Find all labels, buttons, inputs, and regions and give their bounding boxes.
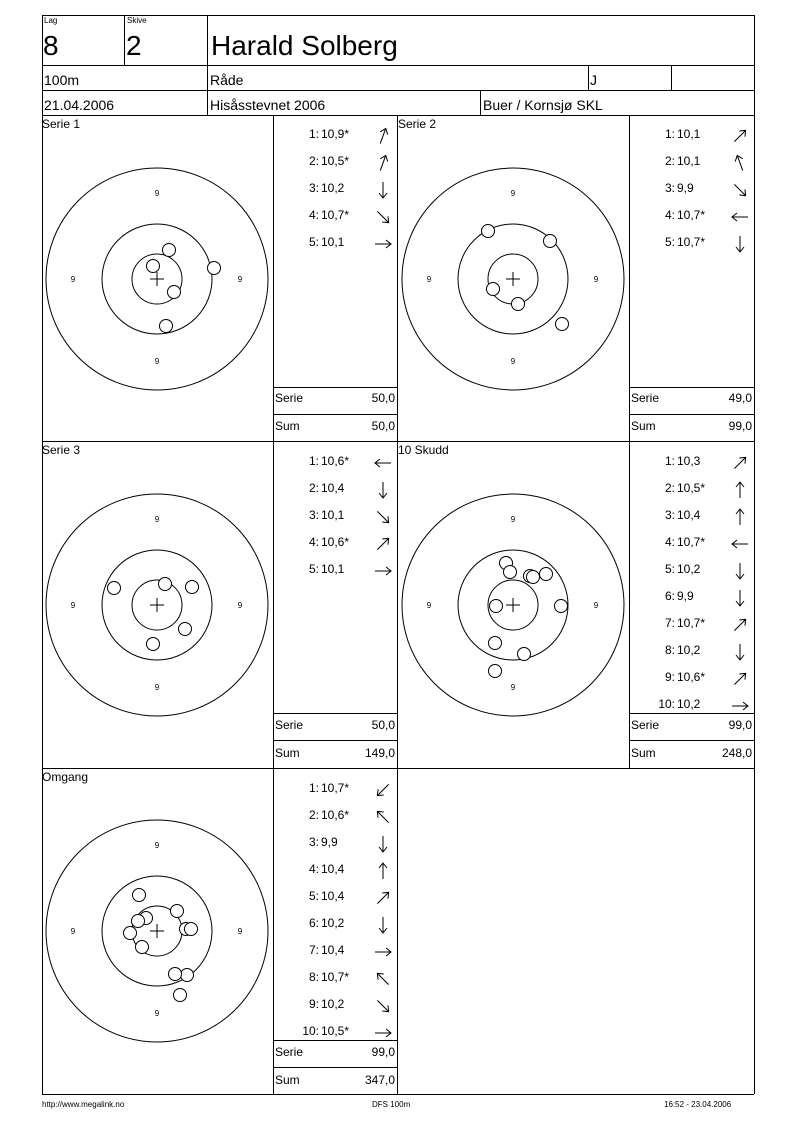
shot-number: 5:: [308, 889, 319, 903]
shot-number: 2:: [664, 481, 675, 495]
shot-row: [629, 671, 754, 687]
shot-value: 10,4: [321, 481, 345, 495]
shot-row: [273, 209, 397, 225]
shot-hole: [171, 905, 184, 918]
shot-row: [273, 836, 397, 852]
date: 21.04.2006: [44, 97, 115, 113]
direction-arrow-icon: [373, 234, 393, 254]
ring-label: 9: [237, 927, 243, 936]
serie-value: 50,0: [371, 718, 395, 732]
direction-arrow-icon: [373, 153, 393, 173]
shot-hole: [140, 912, 153, 925]
shot-number: 5:: [664, 235, 675, 249]
shot-value: 10,1: [321, 562, 345, 576]
ring-outer: [46, 494, 268, 716]
club: Råde: [210, 72, 244, 88]
shot-row: [629, 482, 754, 498]
serie-label: Serie: [631, 718, 660, 732]
footer-program: DFS 100m: [372, 1100, 411, 1109]
shot-row: [629, 182, 754, 198]
shot-hole: [179, 623, 192, 636]
shot-value: 9,9: [321, 835, 338, 849]
serie-label: Serie: [275, 718, 304, 732]
shot-value: 10,1: [321, 235, 345, 249]
shot-number: 4:: [308, 862, 319, 876]
shot-number: 7:: [308, 943, 319, 957]
shot-number: 4:: [664, 208, 675, 222]
shot-hole: [489, 637, 502, 650]
lag-value: 8: [43, 30, 59, 61]
shot-value: 10,2: [677, 562, 701, 576]
shot-row: [273, 998, 397, 1014]
direction-arrow-icon: [730, 480, 750, 500]
shot-value: 9,9: [677, 589, 694, 603]
shot-row: [273, 563, 397, 579]
shot-number: 3:: [664, 508, 675, 522]
ring-middle: [102, 224, 212, 334]
shot-value: 10,5*: [677, 481, 706, 495]
ring-label: 9: [593, 275, 599, 284]
serie-value: 99,0: [371, 1045, 395, 1059]
shot-number: 1:: [664, 454, 675, 468]
ring-label: 9: [426, 601, 432, 610]
shot-number: 4:: [664, 535, 675, 549]
direction-arrow-icon: [373, 996, 393, 1016]
class: J: [590, 72, 597, 88]
shot-number: 3:: [308, 835, 319, 849]
shot-number: 5:: [308, 562, 319, 576]
direction-arrow-icon: [730, 180, 750, 200]
ring-inner: [132, 580, 182, 630]
shot-row: [273, 917, 397, 933]
shot-value: 10,4: [321, 862, 345, 876]
ring-label: 9: [154, 357, 160, 366]
ring-label: 9: [510, 189, 516, 198]
shot-value: 10,2: [677, 643, 701, 657]
direction-arrow-icon: [373, 1023, 393, 1043]
shot-value: 10,6*: [321, 808, 350, 822]
shot-hole: [504, 566, 517, 579]
sum-value: 149,0: [364, 746, 395, 760]
sum-label: Sum: [631, 746, 656, 760]
shot-value: 9,9: [677, 181, 694, 195]
distance: 100m: [44, 72, 80, 88]
direction-arrow-icon: [730, 153, 750, 173]
shot-number: 3:: [664, 181, 675, 195]
serie-label: Serie: [275, 1045, 304, 1059]
shot-value: 10,7*: [321, 781, 350, 795]
shot-number: 2:: [308, 808, 319, 822]
shot-hole: [180, 923, 193, 936]
ring-inner: [132, 906, 182, 956]
shot-value: 10,7*: [321, 970, 350, 984]
ring-label: 9: [154, 841, 160, 850]
sum-value: 99,0: [728, 419, 752, 433]
direction-arrow-icon: [730, 453, 750, 473]
shot-hole: [500, 557, 513, 570]
serie-value: 49,0: [728, 391, 752, 405]
ring-label: 9: [510, 357, 516, 366]
ring-label: 9: [510, 515, 516, 524]
ring-label: 9: [154, 683, 160, 692]
shot-hole: [132, 915, 145, 928]
shot-row: [629, 617, 754, 633]
ring-inner: [132, 254, 182, 304]
shot-number: 9:: [308, 997, 319, 1011]
shot-row: [273, 536, 397, 552]
shot-hole: [527, 571, 540, 584]
shot-hole: [108, 582, 121, 595]
sum-value: 248,0: [721, 746, 752, 760]
ring-label: 9: [593, 601, 599, 610]
shot-row: [273, 971, 397, 987]
ring-middle: [458, 550, 568, 660]
ring-label: 9: [237, 601, 243, 610]
direction-arrow-icon: [373, 453, 393, 473]
shot-number: 10:: [302, 1024, 319, 1038]
direction-arrow-icon: [730, 696, 750, 716]
shot-value: 10,2: [677, 697, 701, 711]
shot-hole: [147, 638, 160, 651]
shot-number: 8:: [308, 970, 319, 984]
shot-hole: [169, 968, 182, 981]
shot-row: [273, 809, 397, 825]
shot-row: [273, 128, 397, 144]
shot-hole: [133, 889, 146, 902]
shot-hole: [540, 568, 553, 581]
sum-value: 50,0: [371, 419, 395, 433]
ring-label: 9: [426, 275, 432, 284]
footer-url[interactable]: http://www.megalink.no: [42, 1100, 125, 1109]
shot-hole: [489, 665, 502, 678]
direction-arrow-icon: [373, 534, 393, 554]
shot-row: [629, 209, 754, 225]
shot-hole: [181, 969, 194, 982]
direction-arrow-icon: [373, 807, 393, 827]
shot-number: 4:: [308, 535, 319, 549]
shot-number: 6:: [308, 916, 319, 930]
panel-title: Omgang: [42, 770, 89, 784]
shot-number: 8:: [664, 643, 675, 657]
direction-arrow-icon: [730, 234, 750, 254]
direction-arrow-icon: [730, 561, 750, 581]
shot-number: 7:: [664, 616, 675, 630]
shot-number: 2:: [664, 154, 675, 168]
sum-label: Sum: [275, 419, 300, 433]
shot-row: [273, 455, 397, 471]
skive-label: Skive: [127, 16, 147, 25]
shot-number: 5:: [308, 235, 319, 249]
direction-arrow-icon: [730, 534, 750, 554]
shot-number: 1:: [308, 781, 319, 795]
shot-value: 10,1: [321, 508, 345, 522]
shot-number: 2:: [308, 154, 319, 168]
panel-title: Serie 3: [42, 443, 81, 457]
shot-hole: [208, 262, 221, 275]
shot-hole: [185, 923, 198, 936]
shot-hole: [163, 244, 176, 257]
shot-hole: [168, 286, 181, 299]
shot-number: 5:: [664, 562, 675, 576]
ring-inner: [488, 580, 538, 630]
shot-hole: [518, 648, 531, 661]
shot-value: 10,6*: [677, 670, 706, 684]
shooter-name: Harald Solberg: [211, 30, 398, 61]
shot-row: [629, 644, 754, 660]
ring-outer: [46, 168, 268, 390]
direction-arrow-icon: [373, 207, 393, 227]
shot-row: [629, 155, 754, 171]
lag-label: Lag: [44, 16, 58, 25]
shot-row: [273, 509, 397, 525]
sum-label: Sum: [275, 1073, 300, 1087]
direction-arrow-icon: [373, 969, 393, 989]
sum-value: 347,0: [364, 1073, 395, 1087]
direction-arrow-icon: [373, 888, 393, 908]
shot-value: 10,1: [677, 154, 701, 168]
shot-row: [273, 482, 397, 498]
shot-value: 10,9*: [321, 127, 350, 141]
shot-row: [629, 590, 754, 606]
direction-arrow-icon: [373, 561, 393, 581]
shot-hole: [147, 260, 160, 273]
shot-hole: [544, 235, 557, 248]
shot-row: [629, 698, 754, 714]
ring-middle: [102, 876, 212, 986]
direction-arrow-icon: [730, 669, 750, 689]
ring-label: 9: [70, 601, 76, 610]
shot-hole: [512, 298, 525, 311]
ring-middle: [102, 550, 212, 660]
shot-hole: [159, 578, 172, 591]
shot-value: 10,6*: [321, 535, 350, 549]
direction-arrow-icon: [730, 207, 750, 227]
footer-timestamp: 16:52 - 23.04.2006: [664, 1100, 732, 1109]
shot-row: [629, 455, 754, 471]
shot-row: [629, 236, 754, 252]
shot-value: 10,5*: [321, 1024, 350, 1038]
ring-label: 9: [237, 275, 243, 284]
shot-value: 10,4: [677, 508, 701, 522]
panel-title: Serie 2: [398, 117, 437, 131]
shot-row: [273, 236, 397, 252]
shot-row: [629, 536, 754, 552]
shot-hole: [174, 989, 187, 1002]
ring-inner: [488, 254, 538, 304]
shot-number: 4:: [308, 208, 319, 222]
shot-hole: [186, 581, 199, 594]
ring-middle: [458, 224, 568, 334]
shot-hole: [555, 600, 568, 613]
shot-number: 1:: [664, 127, 675, 141]
ring-label: 9: [70, 927, 76, 936]
direction-arrow-icon: [373, 126, 393, 146]
shot-row: [273, 782, 397, 798]
shot-number: 9:: [664, 670, 675, 684]
direction-arrow-icon: [373, 180, 393, 200]
shot-number: 3:: [308, 508, 319, 522]
shot-value: 10,2: [321, 916, 345, 930]
direction-arrow-icon: [373, 861, 393, 881]
ring-outer: [402, 168, 624, 390]
shot-hole: [490, 600, 503, 613]
shot-value: 10,4: [321, 889, 345, 903]
shot-value: 10,2: [321, 997, 345, 1011]
shot-number: 10:: [658, 697, 675, 711]
ring-label: 9: [70, 275, 76, 284]
shot-row: [273, 155, 397, 171]
shot-value: 10,1: [677, 127, 701, 141]
shot-value: 10,3: [677, 454, 701, 468]
shot-row: [273, 863, 397, 879]
shot-value: 10,2: [321, 181, 345, 195]
shot-row: [273, 1025, 397, 1041]
shot-number: 6:: [664, 589, 675, 603]
ring-label: 9: [154, 1009, 160, 1018]
sum-label: Sum: [275, 746, 300, 760]
shot-value: 10,7*: [677, 208, 706, 222]
shot-hole: [482, 225, 495, 238]
shot-value: 10,7*: [677, 535, 706, 549]
direction-arrow-icon: [373, 915, 393, 935]
panel-title: 10 Skudd: [398, 443, 449, 457]
shot-number: 1:: [308, 454, 319, 468]
shot-value: 10,5*: [321, 154, 350, 168]
direction-arrow-icon: [730, 615, 750, 635]
shot-hole: [160, 320, 173, 333]
shot-hole: [136, 941, 149, 954]
direction-arrow-icon: [373, 942, 393, 962]
ring-outer: [46, 820, 268, 1042]
shot-hole: [487, 283, 500, 296]
sum-label: Sum: [631, 419, 656, 433]
shot-value: 10,4: [321, 943, 345, 957]
shot-hole: [524, 570, 537, 583]
shot-row: [273, 944, 397, 960]
direction-arrow-icon: [730, 507, 750, 527]
shot-hole: [556, 318, 569, 331]
shot-row: [273, 890, 397, 906]
direction-arrow-icon: [730, 588, 750, 608]
ring-label: 9: [154, 189, 160, 198]
serie-value: 50,0: [371, 391, 395, 405]
shot-row: [629, 509, 754, 525]
ring-label: 9: [154, 515, 160, 524]
shot-number: 3:: [308, 181, 319, 195]
shot-row: [629, 563, 754, 579]
direction-arrow-icon: [730, 642, 750, 662]
serie-label: Serie: [631, 391, 660, 405]
shot-value: 10,7*: [677, 616, 706, 630]
ring-outer: [402, 494, 624, 716]
direction-arrow-icon: [373, 507, 393, 527]
shot-hole: [124, 927, 137, 940]
location: Buer / Kornsjø SKL: [483, 97, 603, 113]
shot-row: [629, 128, 754, 144]
shot-number: 1:: [308, 127, 319, 141]
skive-value: 2: [126, 30, 142, 61]
direction-arrow-icon: [373, 780, 393, 800]
shot-value: 10,7*: [677, 235, 706, 249]
direction-arrow-icon: [373, 834, 393, 854]
event: Hisåsstevnet 2006: [210, 97, 326, 113]
shot-value: 10,6*: [321, 454, 350, 468]
panel-title: Serie 1: [42, 117, 81, 131]
shot-value: 10,7*: [321, 208, 350, 222]
direction-arrow-icon: [730, 126, 750, 146]
direction-arrow-icon: [373, 480, 393, 500]
serie-value: 99,0: [728, 718, 752, 732]
shot-number: 2:: [308, 481, 319, 495]
shot-row: [273, 182, 397, 198]
serie-label: Serie: [275, 391, 304, 405]
ring-label: 9: [510, 683, 516, 692]
